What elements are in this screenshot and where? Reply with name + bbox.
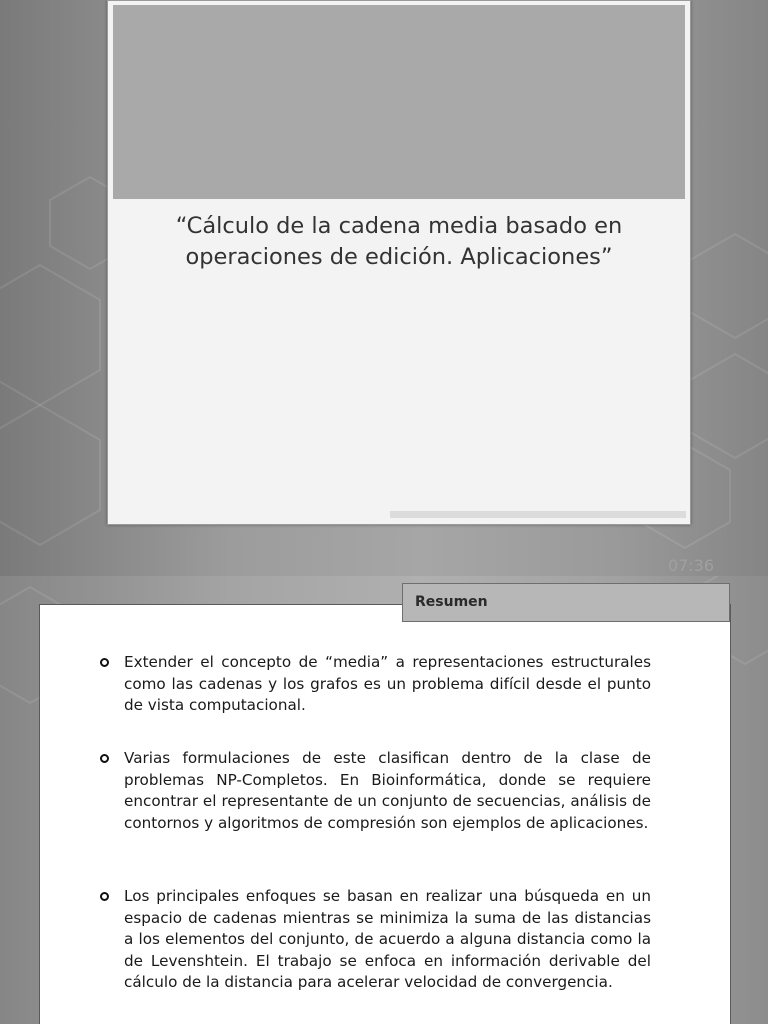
bullet-circle-icon <box>100 892 109 901</box>
slide-timestamp: 07:36 <box>668 556 715 575</box>
bullet-text: Los principales enfoques se basan en realizar una búsqueda en un espacio de cadenas mientras se minimiza la suma de las distancias a los elementos del conjunto, de acuerdo a alguna distancia como la de Levenshtein. El trabajo se enfoca en información derivable del cálculo de la distancia para acelerar velocidad de convergencia. <box>124 887 651 991</box>
title-banner <box>113 5 685 199</box>
decorative-bar <box>390 511 686 518</box>
summary-slide <box>0 576 768 1024</box>
bullet-circle-icon <box>100 658 109 667</box>
summary-bullet-list <box>0 576 768 1024</box>
bullet-text: Extender el concepto de “media” a representaciones estructurales como las cadenas y los grafos es un problema difícil desde el punto de vista computacional. <box>124 653 651 714</box>
bullet-text: Varias formulaciones de este clasifican dentro de la clase de problemas NP-Completos. En Bioinformática, donde se requiere encontrar el representante de un conjunto de secuencias, análisis de contornos y algoritmos de compresión son ejemplos de aplicaciones. <box>124 749 651 832</box>
bullet-circle-icon <box>100 754 109 763</box>
section-label: Resumen <box>402 583 730 622</box>
title-card <box>107 0 691 525</box>
slide-title: “Cálculo de la cadena media basado en operaciones de edición. Aplicaciones” <box>175 213 623 270</box>
